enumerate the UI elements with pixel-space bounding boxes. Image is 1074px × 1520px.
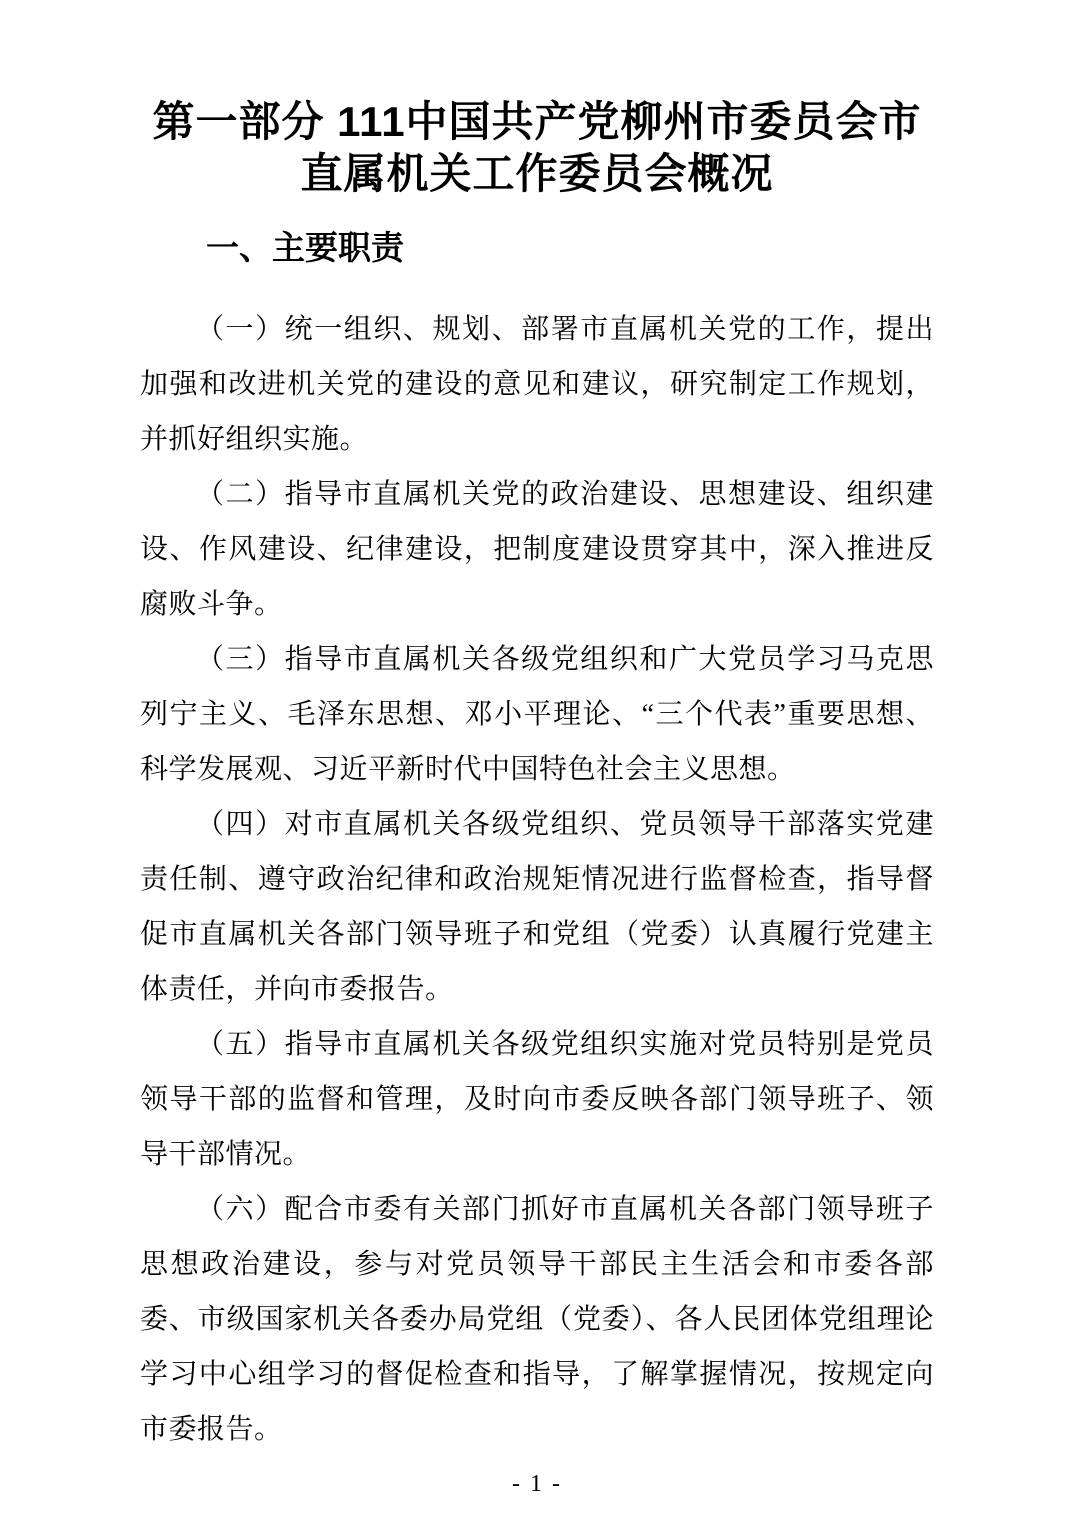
paragraph-5: （五）指导市直属机关各级党组织实施对党员特别是党员领导干部的监督和管理，及时向市委反映各部门领导班子、领导干部情况。 bbox=[140, 1029, 934, 1170]
section-heading: 一、主要职责 bbox=[206, 229, 404, 266]
page-number: - 1 - bbox=[512, 1471, 562, 1497]
page-content bbox=[140, 96, 934, 1457]
paragraph-1: （一）统一组织、规划、部署市直属机关党的工作，提出加强和改进机关党的建设的意见和建议，研究制定工作规划，并抓好组织实施。 bbox=[140, 314, 934, 455]
paragraph-4: （四）对市直属机关各级党组织、党员领导干部落实党建责任制、遵守政治纪律和政治规矩情况进行监督检查，指导督促市直属机关各部门领导班子和党组（党委）认真履行党建主体责任，并向市委报告。 bbox=[140, 809, 934, 1005]
paragraph-2: （二）指导市直属机关党的政治建设、思想建设、组织建设、作风建设、纪律建设，把制度建设贯穿其中，深入推进反腐败斗争。 bbox=[140, 479, 934, 620]
paragraph-6: （六）配合市委有关部门抓好市直属机关各部门领导班子思想政治建设，参与对党员领导干部民主生活会和市委各部委、市级国家机关各委办局党组（党委）、各人民团体党组理论学习中心组学习的督促检查和指导，了解掌握情况，按规定向市委报告。 bbox=[140, 1194, 934, 1445]
document-title: 第一部分 111中国共产党柳州市委员会市直属机关工作委员会概况 bbox=[152, 98, 922, 197]
body-text bbox=[140, 302, 934, 1457]
paragraph-3: （三）指导市直属机关各级党组织和广大党员学习马克思列宁主义、毛泽东思想、邓小平理论、“三个代表”重要思想、科学发展观、习近平新时代中国特色社会主义思想。 bbox=[140, 644, 934, 785]
